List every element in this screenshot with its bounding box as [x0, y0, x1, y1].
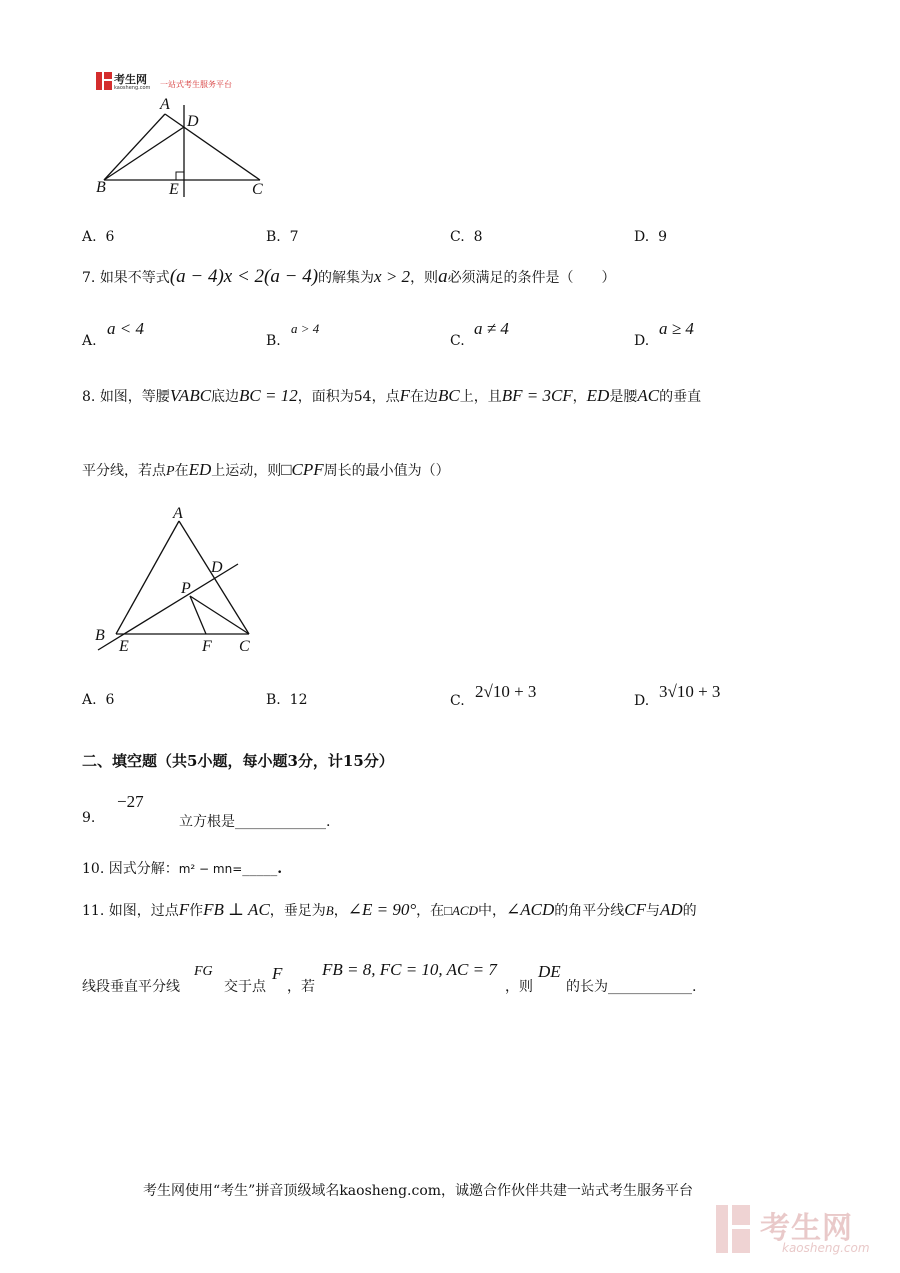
q8-segment-ed: ED: [188, 460, 212, 479]
question-10: [82, 858, 282, 878]
q8-area: 54: [353, 389, 372, 405]
q11-given-values: FB = 8, FC = 10, AC = 7: [322, 960, 497, 979]
q8-text: ，面积为: [297, 389, 354, 405]
logo-slogan: 一站式考生服务平台: [160, 80, 232, 89]
q11-text: 线段垂直平分线: [82, 979, 180, 995]
q8-text: 在: [174, 463, 189, 479]
q11-text: 中，: [478, 903, 506, 919]
question-8-line-2: [82, 460, 450, 480]
q8-option-d-value: 3√10 + 3: [659, 682, 721, 701]
q9-text: 立方根是_____________.: [179, 814, 331, 830]
q11-foot-b: B: [325, 903, 334, 918]
q11-bisector-cf: CF: [624, 900, 646, 919]
q7-solution: x > 2: [374, 267, 411, 286]
q8-number: 8.: [82, 389, 96, 405]
logo-domain: kaosheng.com: [114, 85, 151, 91]
fig2-label-f: F: [202, 638, 212, 655]
q8-option-b: [266, 692, 307, 708]
q8-text: 底边: [211, 389, 240, 405]
q8-option-d-letter: D.: [634, 693, 650, 709]
q8-text: 上运动，则: [211, 463, 282, 479]
q11-text: 作: [189, 903, 204, 919]
figure-triangle-abc: [92, 95, 272, 200]
q10-text: 因式分解：: [108, 861, 179, 877]
q6-option-c: [450, 229, 483, 245]
fig2-label-e: E: [119, 638, 129, 655]
q11-angle-e: ∠E = 90°: [347, 900, 417, 919]
logo-mark-icon: [96, 72, 112, 90]
q7-inequality: (a − 4)x < 2(a − 4): [169, 266, 319, 287]
option-letter: A.: [82, 692, 97, 708]
q11-text: ，若: [287, 979, 315, 995]
q8-text: 周长的最小值为（）: [323, 463, 450, 479]
q8-option-c-letter: C.: [450, 693, 465, 709]
fig1-label-d: D: [187, 113, 199, 130]
q8-text: 平分线，若点: [82, 463, 166, 479]
option-letter: B.: [266, 229, 281, 245]
option-value: 12: [289, 692, 308, 708]
question-7: [82, 266, 616, 288]
question-11-line-1: [82, 900, 697, 920]
q11-point-f: F: [178, 900, 190, 919]
q11-text: 如图，过点: [108, 903, 179, 919]
q8-text: ，点: [371, 389, 400, 405]
logo: [96, 71, 266, 93]
q7-text: 的解集为: [318, 270, 375, 286]
q8-base: BC = 12: [239, 386, 298, 405]
q7-text: 必须满足的条件是（ ）: [447, 270, 616, 286]
q8-point-f: F: [399, 386, 410, 405]
q11-text: ，: [333, 903, 348, 919]
q11-angle-acd: ∠ACD: [506, 900, 555, 919]
q8-side: BC: [437, 386, 460, 405]
q8-text: 在边: [409, 389, 438, 405]
q11-segment-de: DE: [538, 962, 561, 981]
q9-radicand: −27: [117, 792, 144, 811]
q7-text: ，则: [410, 270, 439, 286]
question-8-line-1: [82, 386, 701, 406]
q6-option-b: [266, 229, 299, 245]
q7-option-c-value: a ≠ 4: [474, 319, 509, 338]
option-value: 7: [289, 229, 299, 245]
q10-end: .: [277, 861, 283, 877]
q8-leg: AC: [637, 386, 660, 405]
fig1-label-b: B: [96, 179, 106, 196]
q7-option-d-letter: D.: [634, 333, 650, 349]
q8-triangle: VABC: [169, 386, 212, 405]
fig2-label-p: P: [181, 580, 191, 597]
footer-text: 考生网使用“考生”拼音顶级域名kaosheng.com，诚邀合作伙伴共建一站式考生服务平台: [143, 1183, 694, 1199]
q11-text: 的长为____________.: [566, 979, 697, 995]
watermark-domain: kaosheng.com: [782, 1241, 870, 1255]
q11-text: ，垂足为: [269, 903, 326, 919]
q7-option-b-letter: B.: [266, 333, 281, 349]
q8-point-p: P: [166, 464, 175, 479]
q7-option-c-letter: C.: [450, 333, 465, 349]
q7-option-d-value: a ≥ 4: [659, 319, 694, 338]
q10-number: 10.: [82, 861, 105, 877]
option-letter: D.: [634, 229, 650, 245]
q7-number: 7.: [82, 270, 96, 286]
q11-line-fg: FG: [194, 964, 213, 979]
q11-text: 交于点: [224, 979, 266, 995]
q8-text: 上，且: [459, 389, 502, 405]
q7-option-b-value: a > 4: [291, 321, 320, 336]
q7-option-a-value: a < 4: [107, 319, 144, 338]
watermark-brand: 考生网: [760, 1211, 853, 1246]
fig1-label-a: A: [160, 96, 170, 113]
q7-variable: a: [438, 266, 448, 287]
q8-ratio: BF = 3CF: [501, 386, 573, 405]
q11-text: ，则: [505, 979, 533, 995]
q11-text: 的角平分线: [554, 903, 625, 919]
question-11-line-2: [82, 960, 842, 1000]
q10-blank: _____: [242, 861, 278, 877]
option-value: 8: [473, 229, 483, 245]
q8-text: 如图，等腰: [99, 389, 170, 405]
q7-option-a-letter: A.: [82, 333, 97, 349]
option-letter: A.: [82, 229, 97, 245]
q8-option-a: [82, 692, 114, 708]
q9-number: 9.: [82, 810, 96, 826]
logo-brand: 考生网: [114, 73, 147, 86]
option-value: 6: [105, 229, 115, 245]
fig2-label-d: D: [211, 559, 223, 576]
q8-triangle-cpf: □CPF: [281, 460, 324, 479]
q11-text: 与: [645, 903, 660, 919]
watermark-mark-icon: [716, 1205, 750, 1253]
option-value: 6: [105, 692, 115, 708]
q7-text: 如果不等式: [99, 270, 170, 286]
q11-segment-ad: AD: [659, 900, 683, 919]
q8-text: 的垂直: [659, 389, 702, 405]
q6-option-a: [82, 229, 114, 245]
q6-option-d: [634, 229, 667, 245]
option-letter: B.: [266, 692, 281, 708]
option-letter: C.: [450, 229, 465, 245]
q11-point-f: F: [272, 964, 283, 983]
q8-segment: ED: [586, 386, 610, 405]
q8-text: ，: [572, 389, 587, 405]
q11-text: ，在: [416, 903, 445, 919]
fig2-label-b: B: [95, 627, 105, 644]
fig2-label-a: A: [173, 505, 183, 522]
option-value: 9: [658, 229, 668, 245]
fig1-label-c: C: [252, 181, 263, 198]
watermark: [716, 1203, 886, 1259]
q11-text: 的: [682, 903, 697, 919]
q11-triangle-acd: □ACD: [444, 903, 478, 918]
q8-text: 是腰: [609, 389, 638, 405]
q11-number: 11.: [82, 903, 105, 919]
q11-perpendicular: FB ⊥ AC: [203, 900, 270, 919]
section-2-heading: 二、填空题（共5小题，每小题3分，计15分）: [82, 752, 394, 770]
q10-expression: m² − mn=: [178, 862, 243, 876]
fig2-label-c: C: [239, 638, 250, 655]
fig1-label-e: E: [169, 181, 179, 198]
figure-triangle-pde: [92, 500, 262, 660]
q8-option-c-value: 2√10 + 3: [475, 682, 537, 701]
